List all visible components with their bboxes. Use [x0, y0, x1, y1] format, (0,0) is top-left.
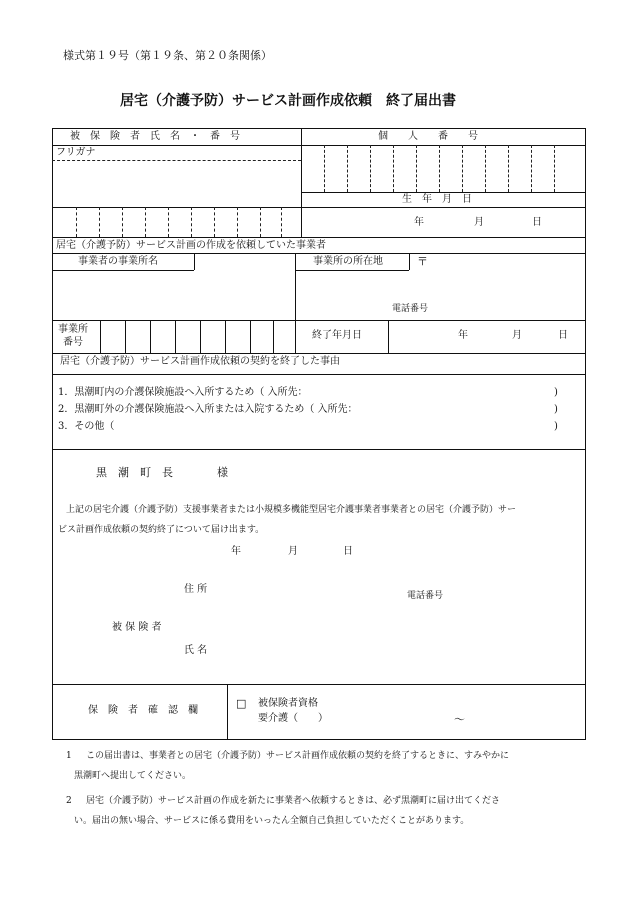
reason-item-3-close: ) — [554, 421, 558, 432]
form-number: 様式第１９号（第１９条、第２０条関係） — [63, 49, 272, 62]
office-name-label: 事業者の事業所名 — [78, 256, 158, 267]
reason-item-2-close: ) — [554, 404, 558, 415]
birth-month-label: 月 — [474, 217, 484, 228]
note-2-number: 2 — [66, 796, 72, 806]
declaration-year-label: 年 — [231, 546, 241, 557]
reason-label: 居宅（介護予防）サービス計画作成依頼の契約を終了した事由 — [60, 356, 340, 367]
end-date-label: 終了年月日 — [312, 330, 362, 341]
care-level-label: 要介護（ ） — [258, 713, 328, 724]
declaration-month-label: 月 — [288, 546, 298, 557]
declaration-day-label: 日 — [343, 546, 353, 557]
provider-phone-label: 電話番号 — [392, 304, 429, 314]
reason-item-1-close: ) — [554, 387, 558, 398]
individual-number-header: 個 人 番 号 — [378, 131, 478, 142]
reason-item-3[interactable]: 3．その他（ — [58, 421, 115, 432]
note-2-line2: い。届出の無い場合、サービスに係る費用をいったん全額自己負担していただくことがあります。 — [74, 816, 470, 826]
reason-item-1[interactable]: 1．黒潮町内の介護保険施設へ入所するため（ 入所先： — [58, 387, 308, 398]
note-2-line1: 居宅（介護予防）サービス計画の作成を新たに事業者へ依頼するときは、必ず黒潮町に届け出てくださ — [86, 796, 501, 806]
birthdate-label: 生 年 月 日 — [402, 194, 472, 205]
office-number-label: 事業所 番号 — [58, 324, 88, 348]
insured-label: 被 保 険 者 — [112, 622, 162, 633]
reason-item-2[interactable]: 2．黒潮町外の介護保険施設へ入所または入院するため（ 入所先： — [58, 404, 358, 415]
declaration-body-line2: ビス計画作成依頼の契約終了について届け出ます。 — [58, 525, 265, 535]
name-label: 氏 名 — [184, 645, 208, 656]
note-1-line1: この届出書は、事業者との居宅（介護予防）サービス計画作成依頼の契約を終了するときに、すみやかに — [86, 751, 510, 761]
end-month-label: 月 — [512, 330, 522, 341]
end-day-label: 日 — [558, 330, 568, 341]
birth-year-label: 年 — [414, 217, 424, 228]
address-label: 住 所 — [184, 584, 208, 595]
qualification-label: 被保険者資格 — [258, 698, 318, 709]
care-period-tilde: ～ — [454, 713, 465, 726]
office-address-label: 事業所の所在地 — [313, 256, 383, 267]
declaration-body-line1: 上記の居宅介護（介護予防）支援事業者または小規模多機能型居宅介護事業者事業者との居宅（介護予防）サー — [66, 505, 517, 515]
note-1-line2: 黒潮町へ提出してください。 — [74, 771, 192, 781]
birth-day-label: 日 — [532, 217, 542, 228]
furigana-label: フリガナ — [56, 147, 96, 158]
end-year-label: 年 — [458, 330, 468, 341]
insurer-confirmation-label: 保 険 者 確 認 欄 — [88, 705, 198, 716]
postal-mark: 〒 — [417, 255, 428, 268]
addressee: 黒 潮 町 長 様 — [96, 466, 228, 479]
qualification-checkbox[interactable]: □ — [236, 697, 247, 710]
provider-section-label: 居宅（介護予防）サービス計画の作成を依頼していた事業者 — [56, 240, 326, 251]
form-frame — [52, 128, 586, 740]
page-title: 居宅（介護予防）サービス計画作成依頼 終了届出書 — [120, 93, 456, 109]
declarant-phone-label: 電話番号 — [407, 591, 444, 601]
note-1-number: 1 — [66, 751, 72, 761]
insured-name-number-header: 被 保 険 者 氏 名 ・ 番 号 — [70, 131, 240, 142]
